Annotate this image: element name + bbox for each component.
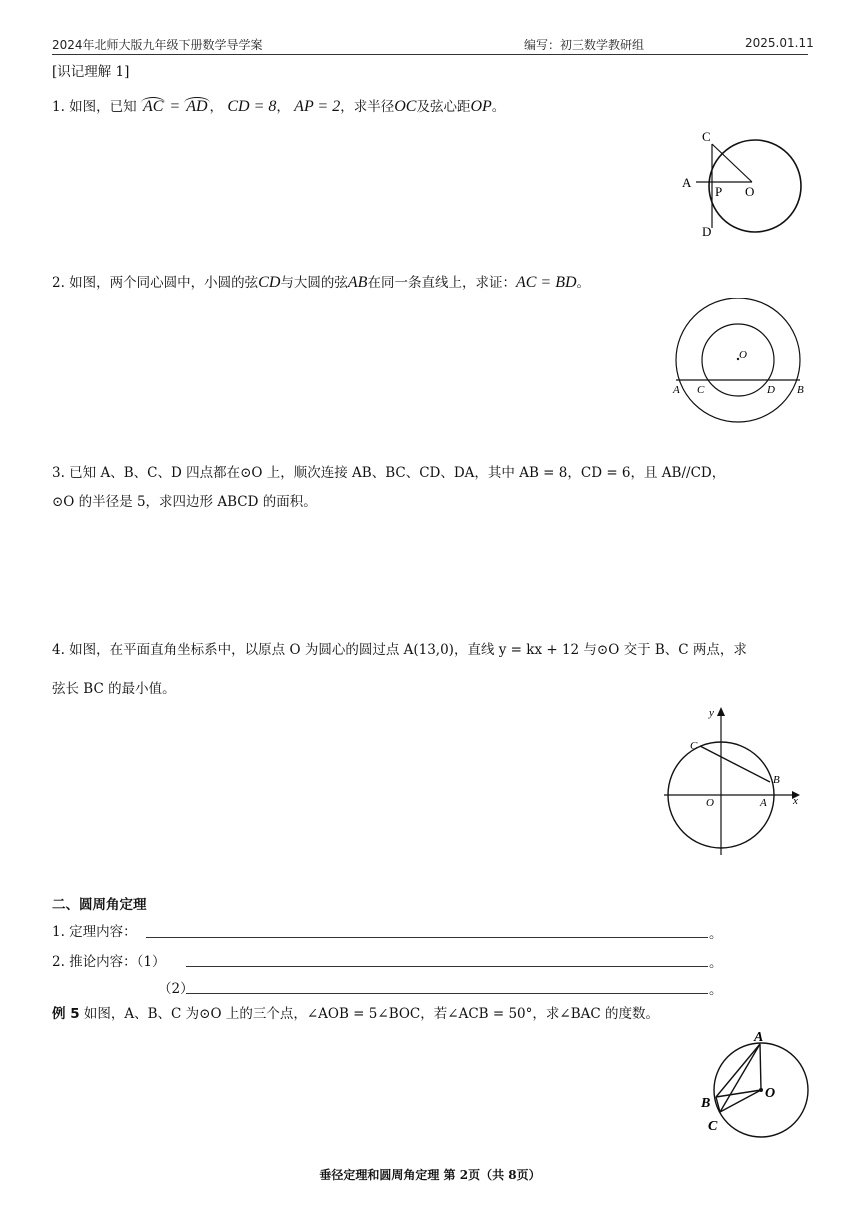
q2-end: 。 [576,275,591,291]
figure-1 [670,125,820,245]
page-footer: 垂径定理和圆周角定理 第 2页（共 8页） [319,1168,541,1182]
fig4-label-o: O [706,797,714,809]
fig2-label-c: C [697,384,705,396]
corollary-1-end: 。 [709,955,723,971]
example-5-label: 例 5 [52,1006,80,1022]
q1-eq: = [165,98,185,115]
fig2-label-a: A [673,384,680,396]
corollary-2-end: 。 [709,982,723,998]
corollary-2-label: （2） [158,981,194,997]
fig4-label-x: x [793,795,798,807]
fig2-label-o: O [739,349,747,361]
fig5-label-o: O [765,1086,776,1101]
fig5-radius-oa [760,1044,761,1090]
fig1-label-c: C [702,129,711,144]
fig4-label-c: C [690,740,698,752]
figure-5 [695,1025,820,1145]
q1-cd: CD = 8 [227,98,277,115]
question-2 [52,273,590,293]
corollary-1-blank[interactable] [186,966,708,967]
header-rule [52,54,808,55]
q2-eq: AC = BD [515,274,577,291]
fig4-label-y: y [709,707,714,719]
section-label: [识记理解 1] [52,64,130,80]
q1-arc-ac: AC [142,98,164,115]
fig1-label-p: P [715,184,723,199]
q2-ab: AB [347,274,368,291]
fig2-label-d: D [767,384,775,396]
fig4-label-b: B [773,774,780,786]
fig1-label-a: A [682,175,692,190]
example-5-text: 如图，A、B、C 为⊙O 上的三个点，∠AOB = 5∠BOC，若∠ACB = 50°，求∠BAC 的度数。 [79,1006,659,1022]
figure-2 [665,298,815,428]
q1-ap: AP = 2 [294,98,341,115]
q2-cd: CD [258,274,281,291]
fig5-label-a: A [754,1030,764,1045]
question-4-line-2: 弦长 BC 的最小值。 [52,681,176,697]
q1-text2: 及弦心距 [416,99,471,115]
example-5 [52,1004,659,1024]
section-2-title: 二、圆周角定理 [52,897,147,913]
header-date: 2025.01.11 [745,36,814,50]
q1-sep: ， [276,99,290,115]
question-1 [52,97,505,117]
fig1-label-d: D [702,224,712,239]
fig4-label-a: A [760,797,767,809]
question-4-line-1: 4. 如图，在平面直角坐标系中，以原点 O 为圆心的圆过点 A(13,0)，直线 y = kx + 12 与⊙O 交于 B、C 两点，求 [52,642,747,658]
fig1-radius-oc [712,144,752,182]
q1-comma: ， [209,99,224,115]
fig5-chord-ab [716,1044,760,1097]
fig2-label-b: B [797,384,804,396]
theorem-content-label: 1. 定理内容： [52,924,137,940]
question-3-line-1: 3. 已知 A、B、C、D 四点都在⊙O 上，顺次连接 AB、BC、CD、DA，其中 AB = 8，CD = 6，且 AB//CD， [52,465,726,481]
q2-text1: 2. 如图，两个同心圆中，小圆的弦 [52,275,259,291]
question-3-line-2: ⊙O 的半径是 5，求四边形 ABCD 的面积。 [52,494,317,510]
q2-text2: 与大圆的弦 [280,275,348,291]
q1-oc: OC [394,98,417,115]
q1-arc-ad: AD [186,98,208,115]
header-title: 2024年北师大版九年级下册数学导学案 [52,38,263,52]
corollary-1-label: 2. 推论内容：（1） [52,954,166,970]
fig1-label-o: O [745,184,755,199]
corollary-2-blank[interactable] [186,993,708,994]
fig5-center-dot [759,1088,763,1092]
header-author: 编写：初三数学教研组 [524,38,645,52]
fig4-chord-bc [700,746,770,782]
q1-end: 。 [491,99,506,115]
q1-intro: 1. 如图，已知 [52,99,137,115]
q1-op: OP [470,98,492,115]
q2-text3: 在同一条直线上，求证： [367,275,516,291]
fig5-label-c: C [708,1119,718,1134]
fig4-y-arrow [717,707,725,716]
figure-4 [660,700,810,860]
theorem-content-blank[interactable] [146,937,708,938]
q1-text: ，求半径 [340,99,395,115]
theorem-content-end: 。 [709,926,723,942]
fig5-label-b: B [701,1096,711,1111]
